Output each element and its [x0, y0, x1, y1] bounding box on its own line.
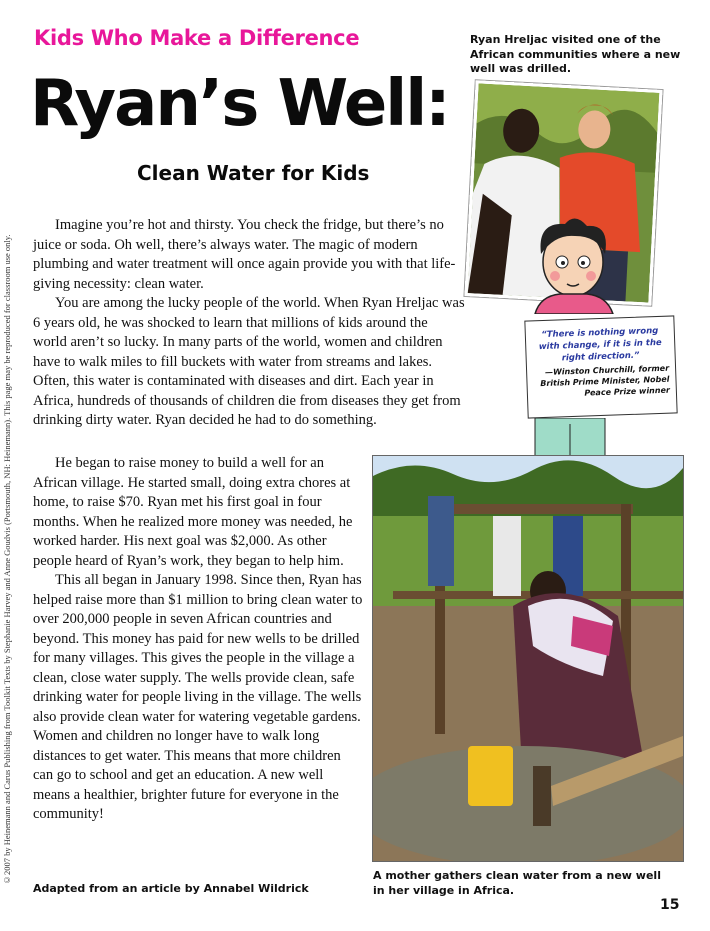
paragraph: You are among the lucky people of the world. When Ryan Hreljac was 6 years old, he was shocked to learn that millions of kids around the world aren’t so lucky. In many parts of the world, women and children have to walk miles to fill buckets with water from streams and lakes. Often, this water is contaminated with diseases and dirt. Each year in Africa, hundreds of thousands of children die from diseases they get from drinking dirty water. Ryan decided he had to do something.: [33, 295, 465, 428]
article-credit: Adapted from an article by Annabel Wildrick: [33, 882, 309, 895]
well-photo: [372, 455, 684, 862]
article-body-bottom: [33, 454, 363, 825]
paragraph: Imagine you’re hot and thirsty. You check the fridge, but there’s no juice or soda. Oh well, there’s always water. The magic of modern plumbing and water treatment will once again provide you with that life-giving necessity: clean water.: [33, 217, 456, 292]
paragraph: He began to raise money to build a well for an African village. He started small, doing extra chores at home, to raise $70. Ryan met his first goal in four months. When he realized more money was needed, he worked harder. His next goal was $2,000. As other people heard of Ryan’s work, they began to help him.: [33, 455, 353, 569]
article-title: Ryan’s Well:: [30, 67, 449, 141]
cartoon-kid-legs: [525, 418, 615, 456]
photo-caption-top: Ryan Hreljac visited one of the African communities where a new well was drilled.: [470, 33, 681, 75]
quote-text: “There is nothing wrong with change, if it is in the right direction.”: [538, 325, 662, 364]
cartoon-kid-illustration: [515, 214, 635, 314]
paragraph: This all began in January 1998. Since then, Ryan has helped raise more than $1 million to bring clean water to over 200,000 people in seven African countries and beyond. This money has paid for new wells to be drilled for many villages. This gives the people in the village a clean, close water supply. The wells provide clean, safe drinking water for people living in the village. The wells also provide clean water for watering vegetable gardens. Women and children no longer have to walk long distances to get water. This means that more children can go to school and get an education. A new well means a healthier, brighter future for everyone in the community!: [33, 572, 363, 822]
quote-card: [524, 315, 677, 418]
photo-caption-bottom: A mother gathers clean water from a new well in her village in Africa.: [373, 869, 661, 897]
article-body-top: [33, 216, 465, 431]
article-subtitle: Clean Water for Kids: [137, 161, 370, 185]
series-heading: Kids Who Make a Difference: [34, 26, 360, 50]
copyright-notice: ©2007 by Heinemann and Carus Publishing from Toolkit Texts by Stephanie Harvey and Anne Goudvis (Portsmouth, NH: Heinemann). This page may be reproduced for classroom use only.: [2, 234, 12, 885]
quote-attribution: —Winston Churchill, former British Prime Minister, Nobel Peace Prize winner: [540, 363, 671, 398]
page-number: 15: [660, 897, 680, 913]
